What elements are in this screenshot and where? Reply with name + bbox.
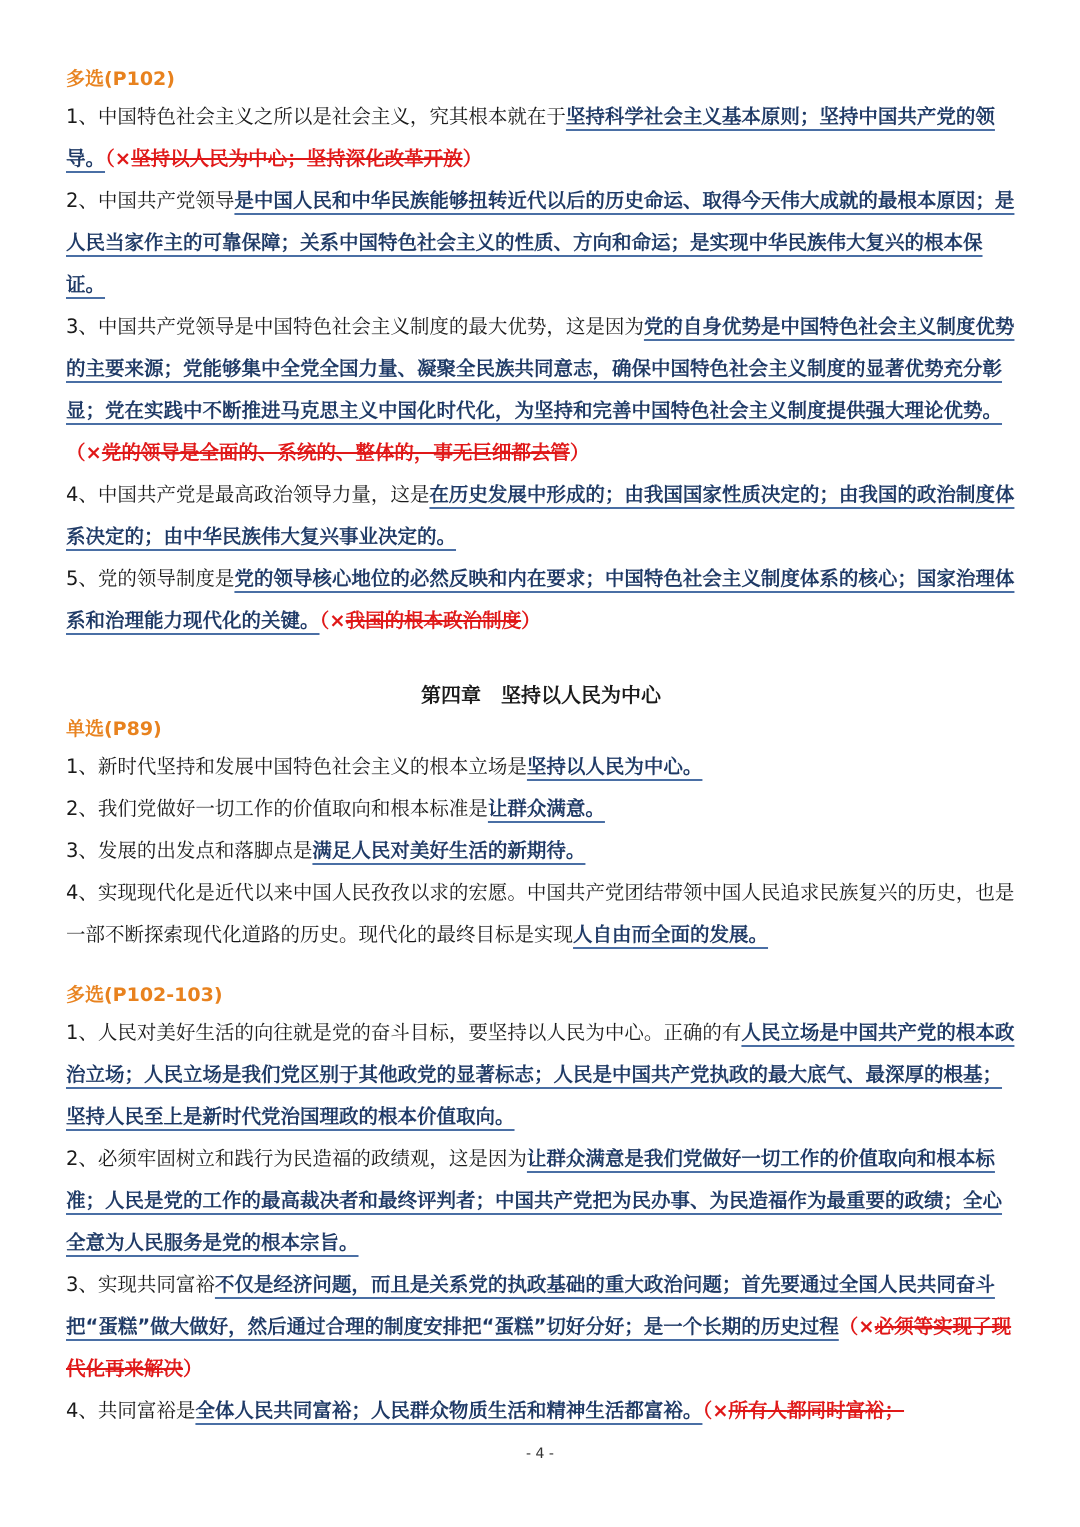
question-item [66, 788, 1016, 830]
wrong-mark-open: （× [838, 1315, 875, 1338]
wrong-option: 党的领导是全面的、系统的、整体的，事无巨细都去管 [101, 441, 570, 464]
question-text: 4、共同富裕是 [66, 1399, 196, 1422]
question-text: 4、中国共产党是最高政治领导力量，这是 [66, 483, 430, 506]
wrong-mark-open: （× [319, 609, 346, 632]
question-item [66, 1390, 1016, 1432]
wrong-mark-open: （× [66, 441, 102, 464]
answer-text: 人民立场是中国共产党的根本政治立场；人民立场是我们党区别于其他政党的显著标志；人民是中国共产党执政的最大底气、最深厚的根基；坚持人民至上是新时代党治国理政的根本价值取向。 [66, 1021, 1015, 1128]
section-gap [66, 956, 1016, 978]
question-item [66, 1264, 1016, 1390]
question-text: 4、实现现代化是近代以来中国人民孜孜以求的宏愿。中国共产党团结带领中国人民追求民族复兴的历史，也是一部不断探索现代化道路的历史。现代化的最终目标是实现 [66, 881, 1015, 946]
question-item [66, 1138, 1016, 1264]
document-page [66, 62, 1016, 1432]
answer-text: 党的领导核心地位的必然反映和内在要求；中国特色社会主义制度体系的核心；国家治理体系和治理能力现代化的关键。 [66, 567, 1015, 632]
chapter-title: 第四章 坚持以人民为中心 [421, 683, 661, 707]
answer-text: 不仅是经济问题，而且是关系党的执政基础的重大政治问题；首先要通过全国人民共同奋斗把“蛋糕”做大做好，然后通过合理的制度安排把“蛋糕”切好分好；是一个长期的历史过程 [66, 1273, 995, 1338]
answer-text: 满足人民对美好生活的新期待。 [312, 839, 586, 862]
wrong-option: 坚持以人民为中心；坚持深化改革开放 [131, 147, 463, 170]
wrong-option: 必须等实现了现代化再来解决 [66, 1315, 1012, 1380]
answer-text: 党的自身优势是中国特色社会主义制度优势的主要来源；党能够集中全党全国力量、凝聚全民族共同意志，确保中国特色社会主义制度的显著优势充分彰显；党在实践中不断推进马克思主义中国化时代化，为坚持和完善中国特色社会主义制度提供强大理论优势。 [66, 315, 1015, 422]
question-item [66, 746, 1016, 788]
wrong-mark-close: ） [521, 609, 541, 632]
wrong-option: 我国的根本政治制度 [345, 609, 522, 632]
answer-text: 坚持科学社会主义基本原则；坚持中国共产党的领导。 [66, 105, 995, 170]
answer-text: 人自由而全面的发展。 [573, 923, 769, 946]
question-text: 1、新时代坚持和发展中国特色社会主义的根本立场是 [66, 755, 527, 778]
question-text: 2、必须牢固树立和践行为民造福的政绩观，这是因为 [66, 1147, 527, 1170]
question-item [66, 1012, 1016, 1138]
question-item [66, 306, 1016, 474]
wrong-mark-close: ） [462, 147, 483, 170]
wrong-option: 所有人都同时富裕； [728, 1399, 905, 1422]
answer-text: 让群众满意是我们党做好一切工作的价值取向和根本标准；人民是党的工作的最高裁决者和最终评判者；中国共产党把为民办事、为民造福作为最重要的政绩；全心全意为人民服务是党的根本宗旨。 [66, 1147, 1003, 1254]
question-text: 2、我们党做好一切工作的价值取向和根本标准是 [66, 797, 488, 820]
question-item [66, 830, 1016, 872]
wrong-mark-close: ） [569, 441, 590, 464]
answer-text: 让群众满意。 [487, 797, 605, 820]
section-label-single-p89: 单选(P89) [66, 718, 162, 740]
question-text: 1、人民对美好生活的向往就是党的奋斗目标，要坚持以人民为中心。正确的有 [66, 1021, 742, 1044]
wrong-mark-close: ） [183, 1357, 203, 1380]
wrong-mark-open: （× [105, 147, 132, 170]
question-text: 5、党的领导制度是 [66, 567, 235, 590]
question-text: 2、中国共产党领导 [66, 189, 235, 212]
question-text: 3、中国共产党领导是中国特色社会主义制度的最大优势，这是因为 [66, 315, 644, 338]
question-text: 3、实现共同富裕 [66, 1273, 215, 1296]
wrong-mark-open: （× [702, 1399, 729, 1422]
page-number: - 4 - [526, 1446, 554, 1462]
question-item [66, 96, 1016, 180]
answer-text: 全体人民共同富裕；人民群众物质生活和精神生活都富裕。 [195, 1399, 703, 1422]
section-label-multi-p102-103: 多选(P102-103) [66, 984, 223, 1006]
section-label-multi-p102: 多选(P102) [66, 68, 175, 90]
question-item [66, 558, 1016, 642]
question-text: 1、中国特色社会主义之所以是社会主义，究其根本就在于 [66, 105, 566, 128]
answer-text: 坚持以人民为中心。 [526, 755, 703, 778]
question-text: 3、发展的出发点和落脚点是 [66, 839, 313, 862]
answer-text: 在历史发展中形成的；由我国国家性质决定的；由我国的政治制度体系决定的；由中华民族伟大复兴事业决定的。 [66, 483, 1015, 548]
question-item [66, 474, 1016, 558]
question-item [66, 180, 1016, 306]
question-item [66, 872, 1016, 956]
answer-text: 是中国人民和中华民族能够扭转近代以后的历史命运、取得今天伟大成就的最根本原因；是人民当家作主的可靠保障；关系中国特色社会主义的性质、方向和命运；是实现中华民族伟大复兴的根本保证。 [66, 189, 1015, 296]
